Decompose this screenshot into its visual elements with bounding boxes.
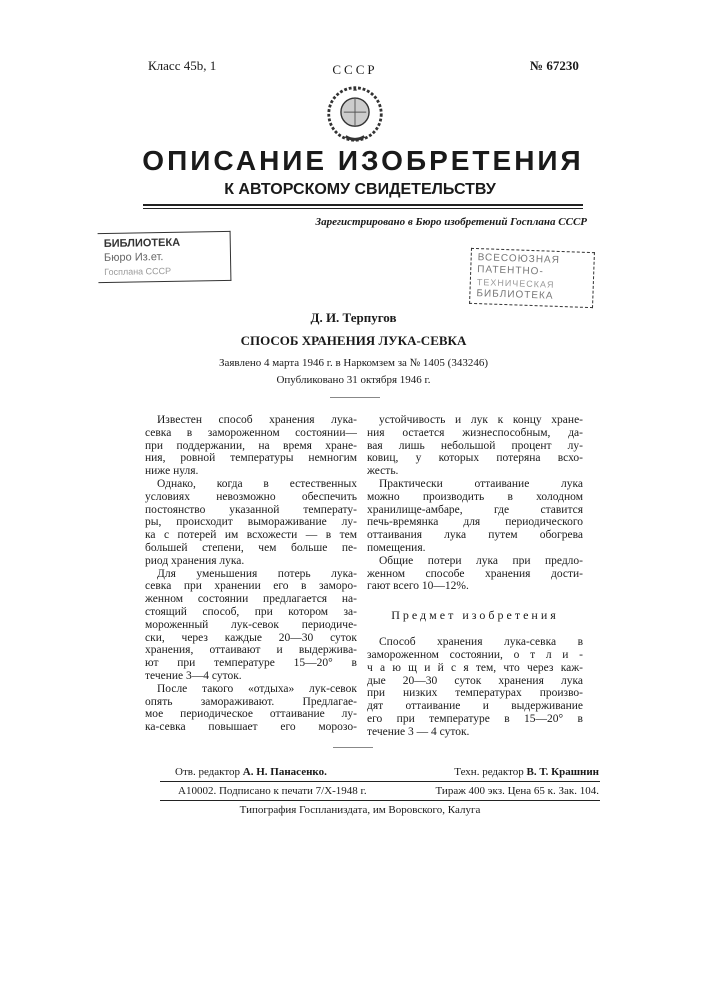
header-rule bbox=[143, 204, 583, 206]
claim-line: дят оттаивание и выдерживание bbox=[367, 700, 583, 713]
text-line: устойчивость и лук к концу хране- bbox=[367, 414, 583, 427]
paragraph bbox=[145, 568, 357, 683]
stamp-line: ПАТЕНТНО- bbox=[477, 264, 587, 280]
text-line: ют при температуре 15—20° в bbox=[145, 657, 357, 670]
text-line: ски, через каждые 20—30 суток bbox=[145, 632, 357, 645]
text-line: большей степени, чем больше пе- bbox=[145, 542, 357, 555]
text-line: помещения. bbox=[367, 542, 583, 555]
stamp-line: ВСЕСОЮЗНАЯ bbox=[477, 252, 587, 268]
text-line: севка в замороженном состоянии— bbox=[145, 427, 357, 440]
text-line: ковиц, у которых потеряна всхо- bbox=[367, 452, 583, 465]
tech-editor-label: Техн. редактор bbox=[454, 766, 524, 778]
body-column-left bbox=[145, 414, 357, 734]
registration-note: Зарегистрировано в Бюро изобретений Госплана СССР bbox=[315, 216, 587, 229]
claim-line: ч а ю щ и й с я тем, что через каж- bbox=[367, 662, 583, 675]
text-line: ния, ровной температуры немногим bbox=[145, 452, 357, 465]
text-line: ка-севка повышает его морозо- bbox=[145, 721, 357, 734]
published-date: Опубликовано 31 октября 1946 г. bbox=[0, 374, 707, 387]
text-line: женном способе хранения дости- bbox=[367, 568, 583, 581]
author-name: Д. И. Терпугов bbox=[0, 310, 707, 325]
ussr-emblem-icon bbox=[325, 84, 385, 144]
chief-editor bbox=[175, 766, 327, 779]
text-line: опять замораживают. Предлагае- bbox=[145, 696, 357, 709]
country-label: СССР bbox=[300, 62, 410, 78]
text-line: гают всего 10—12%. bbox=[367, 580, 583, 593]
library-stamp-right bbox=[469, 248, 595, 308]
text-line: риод хранения лука. bbox=[145, 555, 357, 568]
text-line: при поддержании, на время хране- bbox=[145, 440, 357, 453]
claim-paragraph bbox=[367, 636, 583, 738]
header-rule-thin bbox=[143, 208, 583, 209]
text-line: женном состоянии предлагается на- bbox=[145, 593, 357, 606]
text-line: печь-времянка для периодического bbox=[367, 516, 583, 529]
text-line: жесть. bbox=[367, 465, 583, 478]
text-line: ния остается жизнеспособным, да- bbox=[367, 427, 583, 440]
print-info: А10002. Подписано к печати 7/X-1948 г. bbox=[178, 785, 367, 798]
text-line: ка с потерей им всхожести — в тем bbox=[145, 529, 357, 542]
stamp-line: БИБЛИОТЕКА bbox=[476, 288, 586, 304]
stamp-line: Госплана СССР bbox=[104, 263, 224, 279]
text-line: можно производить в холодном bbox=[367, 491, 583, 504]
footer-rule-2 bbox=[160, 800, 600, 801]
document-subtitle: К АВТОРСКОМУ СВИДЕТЕЛЬСТВУ bbox=[140, 181, 580, 199]
paragraph bbox=[367, 555, 583, 593]
chief-editor-label: Отв. редактор bbox=[175, 766, 240, 778]
text-line: ниже нуля. bbox=[145, 465, 357, 478]
claim-line: дые 20—30 суток хранения лука bbox=[367, 675, 583, 688]
invention-title: СПОСОБ ХРАНЕНИЯ ЛУКА-СЕВКА bbox=[0, 333, 707, 348]
text-line: севка при хранении его в заморо- bbox=[145, 580, 357, 593]
claim-line: Способ хранения лука-севка в bbox=[367, 636, 583, 649]
claim-line: замороженном состоянии, о т л и - bbox=[367, 649, 583, 662]
footer-divider bbox=[333, 747, 373, 748]
tech-editor bbox=[454, 766, 599, 779]
text-line: течение 3—4 суток. bbox=[145, 670, 357, 683]
document-title: ОПИСАНИЕ ИЗОБРЕТЕНИЯ bbox=[133, 146, 593, 176]
stamp-line: БИБЛИОТЕКА bbox=[104, 235, 224, 251]
class-label: Класс 45b, 1 bbox=[148, 58, 216, 74]
paragraph bbox=[367, 478, 583, 555]
text-line: После такого «отдыха» лук-севок bbox=[145, 683, 357, 696]
text-line: ры, происходит вымораживание лу- bbox=[145, 516, 357, 529]
stamp-line: Бюро Из.ет. bbox=[104, 249, 224, 265]
claim-line: течение 3 — 4 суток. bbox=[367, 726, 583, 739]
text-line: хранения, оттаивают и выдержива- bbox=[145, 644, 357, 657]
filed-date: Заявлено 4 марта 1946 г. в Наркомзем за № 1405 (343246) bbox=[0, 357, 707, 370]
text-line: мороженный лук-севок периодиче- bbox=[145, 619, 357, 632]
text-line: Однако, когда в естественных bbox=[145, 478, 357, 491]
claim-heading: Предмет изобретения bbox=[367, 608, 583, 623]
claim-line: его при температуре в 15—20° в bbox=[367, 713, 583, 726]
stamp-line: ТЕХНИЧЕСКАЯ bbox=[477, 276, 587, 292]
paragraph bbox=[367, 414, 583, 478]
chief-editor-name: А. Н. Панасенко. bbox=[243, 766, 327, 778]
text-line: вая лишь небольшой процент лу- bbox=[367, 440, 583, 453]
claim-line: при низких температурах произво- bbox=[367, 687, 583, 700]
text-line: хранилище-амбаре, где ставится bbox=[367, 504, 583, 517]
library-stamp-left bbox=[98, 231, 232, 283]
text-line: Известен способ хранения лука- bbox=[145, 414, 357, 427]
text-line: Практически оттаивание лука bbox=[367, 478, 583, 491]
paragraph bbox=[145, 683, 357, 734]
tech-editor-name: В. Т. Крашнин bbox=[527, 766, 599, 778]
footer-rule bbox=[160, 781, 600, 782]
body-column-right bbox=[367, 414, 583, 739]
text-line: Для уменьшения потерь лука- bbox=[145, 568, 357, 581]
text-line: оттаивания лука путем обогрева bbox=[367, 529, 583, 542]
section-divider bbox=[330, 397, 380, 398]
paragraph bbox=[145, 478, 357, 568]
text-line: условиях невозможно обеспечить bbox=[145, 491, 357, 504]
paragraph bbox=[145, 414, 357, 478]
printer-info: Типография Госпланиздата, им Воровского, Калуга bbox=[140, 804, 580, 817]
text-line: постоянство указанной температу- bbox=[145, 504, 357, 517]
text-line: стоящий способ, при котором за- bbox=[145, 606, 357, 619]
patent-number: № 67230 bbox=[530, 58, 579, 74]
text-line: Общие потери лука при предло- bbox=[367, 555, 583, 568]
run-info: Тираж 400 экз. Цена 65 к. Зак. 104. bbox=[435, 785, 599, 798]
text-line: мое периодическое оттаивание лу- bbox=[145, 708, 357, 721]
